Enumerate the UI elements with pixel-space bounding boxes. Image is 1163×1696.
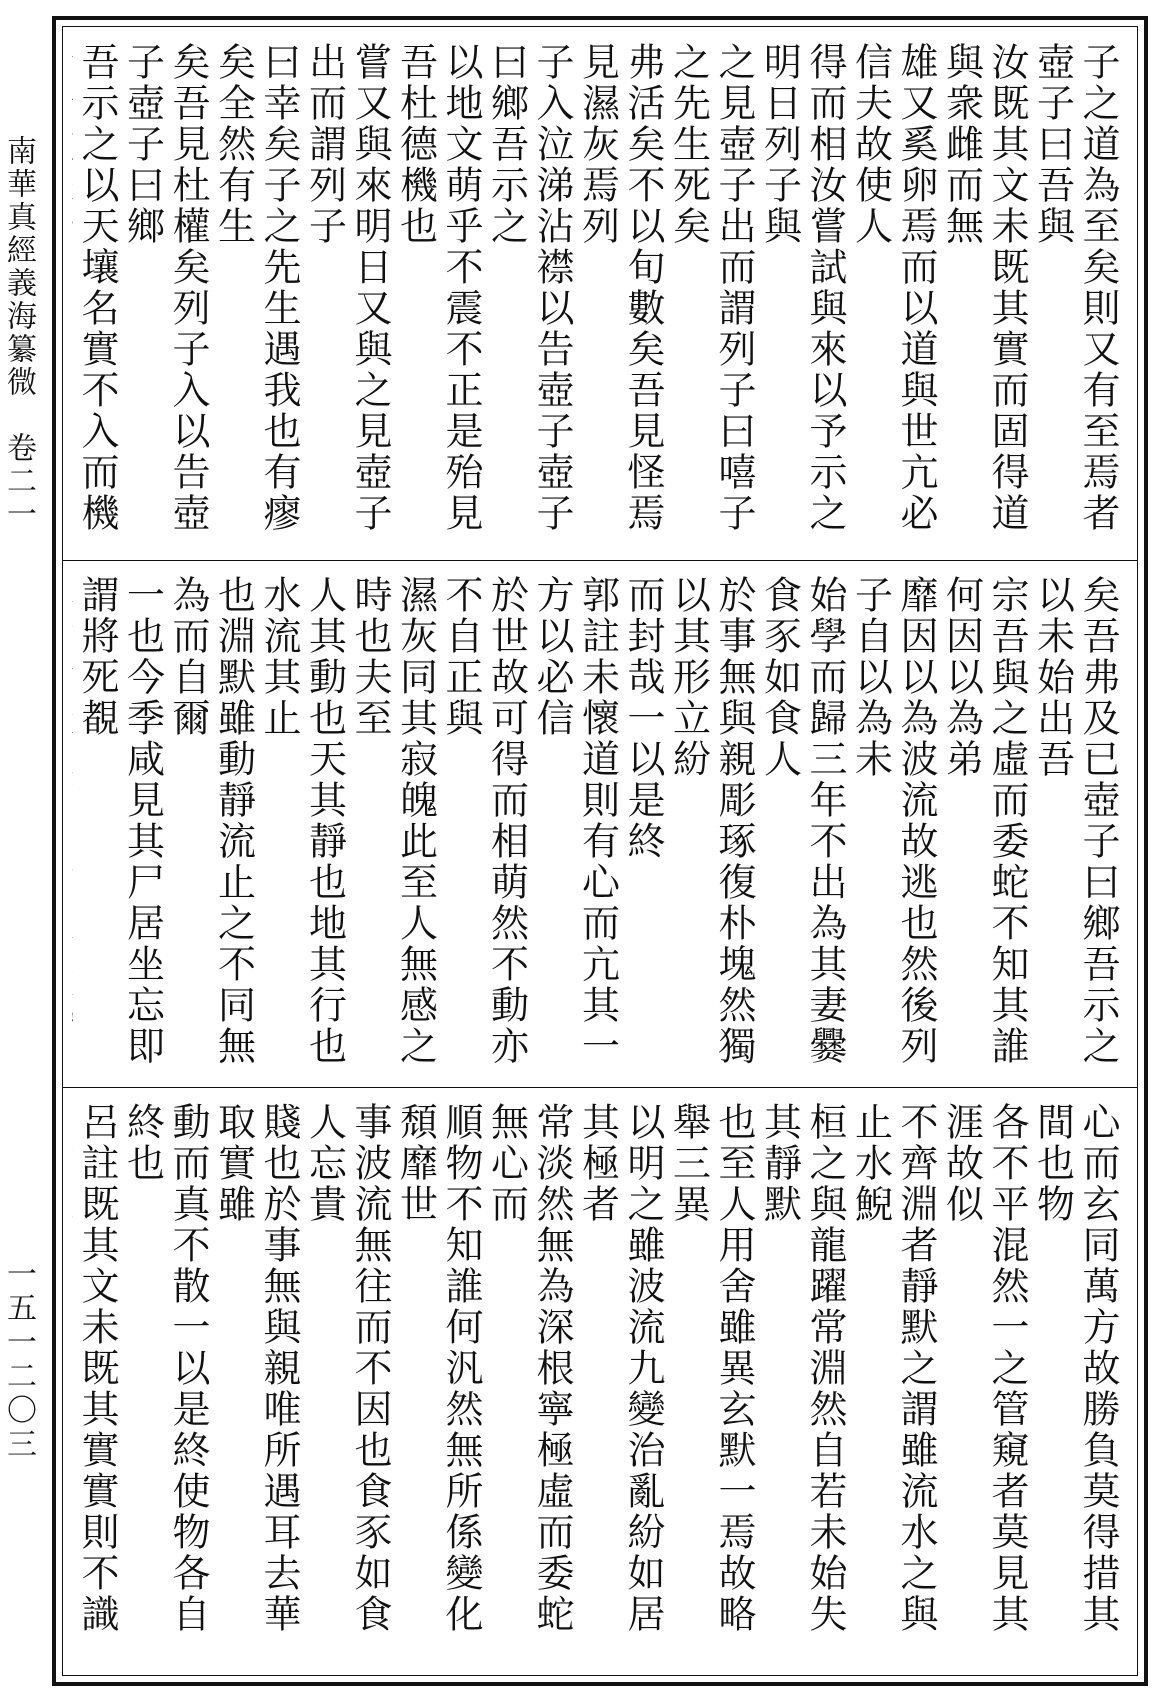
page-number: 一五一二〇三 [1, 1258, 36, 1462]
main-text-block: 子之道為至矣則又有至焉者壺子曰吾與 汝既其文未既其實而固得道與衆雌而無 雄又奚卵焉而以道與世亢必信夫故使人 得而相汝嘗試與來以予示之明日列子與 之見壺子出而謂列子曰嘻子之先生死矣 弗活矣不以旬數矣吾見怪焉見濕灰焉列 子入泣涕沾襟以告壺子壺子曰鄉吾示之 以地文萌乎不震不正是殆見吾杜德機也 嘗又與來明日又與之見壺子出而謂列子 曰幸矣子之先生遇我也有瘳矣全然有生 矣吾見杜權矣列子入以告壺子壺子曰鄉 吾示之以天壤名實不入而機 [75, 42, 1120, 534]
text-register-middle [66, 563, 1134, 1085]
text-register-top [66, 30, 1134, 558]
commentary-text-block: 心而玄同萬方故勝負莫得措其間也物 各不平混然一之管窺者莫見其涯故似 不齊淵者靜默之謂雖流水之與止水鯢 桓之與龍躍常淵然自若未始失其靜默 也至人用舍雖異玄默一焉故略舉三異 以明之雖波流九變治亂紛如居其極者 常淡然無為深根寧極虛而委蛇無心而 順物不知誰何汎然無所係變化頹靡世 事波流無往而不因也食豕如食人忘貴 賤也於事無與親唯所遇耳去華取實雖 動而真不散一以是終使物各自終也 呂註既其文未既其實實則不識 [75, 1102, 1120, 1635]
running-title: 南華真經義海纂微 卷二一 [1, 135, 36, 531]
register-divider [62, 1087, 1138, 1088]
commentary-text-block: 矣吾弗及已壺子曰鄉吾示之以未始出吾 宗吾與之虛而委蛇不知其誰何因以為弟 靡因以為波流故逃也然後列子自以為未 始學而歸三年不出為其妻爨食豕如食人 於事無與親彫琢復朴塊然獨以其形立紛 而封哉一以是終 郭註未懷道則有心而亢其一方以必信 於世故可得而相萌然不動亦不自正與 濕灰同其寂魄此至人無感之時也夫至 人其動也天其靜也地其行也水流其止 也淵默雖動靜流止之不同無為而自爾 一也今季咸見其尸居坐忘即謂將死覩 [75, 575, 1120, 1067]
register-divider [62, 560, 1138, 561]
text-register-bottom [66, 1090, 1134, 1672]
